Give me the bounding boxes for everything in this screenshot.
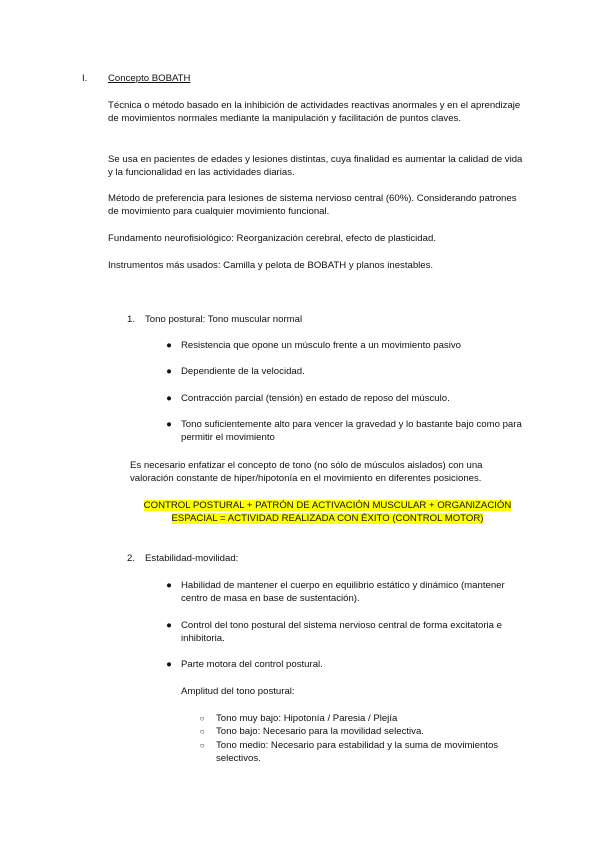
- bullet-icon: ●: [166, 659, 172, 670]
- bullet-icon: ●: [166, 419, 172, 430]
- highlight-line-2: ESPACIAL = ACTIVIDAD REALIZADA CON ÉXITO (CONTROL MOTOR): [171, 513, 484, 525]
- item-2-bullet-3: Parte motora del control postural.: [181, 659, 323, 670]
- paragraph-definition: Técnica o método basado en la inhibición de actividades reactivas anormales y en el aprendizaje de movimientos normales mediante la manipulación y facilitación de puntos claves.: [108, 100, 521, 125]
- paragraph-foundation: Fundamento neurofisiológico: Reorganización cerebral, efecto de plasticidad.: [108, 233, 436, 244]
- bullet-icon: ●: [166, 393, 172, 404]
- sub-item-2: Tono bajo: Necesario para la movilidad selectiva.: [216, 726, 424, 737]
- list-number-1: 1.: [127, 314, 136, 325]
- hollow-bullet-icon: ○: [199, 727, 205, 736]
- bullet-icon: ●: [166, 580, 172, 591]
- paragraph-usage: Se usa en pacientes de edades y lesiones distintas, cuya finalidad es aumentar la calidad de vida y la funcionalidad en las actividades diarias.: [108, 154, 523, 179]
- item-1-bullet-1: Resistencia que opone un músculo frente a un movimiento pasivo: [181, 340, 461, 351]
- paragraph-preference: Método de preferencia para lesiones de sistema nervioso central (60%). Considerando patrones de movimiento para cualquier movimiento funcional.: [108, 193, 517, 218]
- amplitude-label: Amplitud del tono postural:: [181, 686, 295, 697]
- highlighted-formula: [120, 499, 535, 526]
- item-1-note: Es necesario enfatizar el concepto de tono (no sólo de músculos aislados) con una valoración constante de hiper/hipotonía en el movimiento en diferentes posiciones.: [130, 460, 483, 485]
- item-2-bullet-2: Control del tono postural del sistema nervioso central de forma excitatoria e inhibitoria.: [181, 620, 503, 645]
- bullet-icon: ●: [166, 340, 172, 351]
- item-1-bullet-4: Tono suficientemente alto para vencer la gravedad y lo bastante bajo como para permitir el movimiento: [181, 419, 522, 444]
- item-1-bullet-3: Contracción parcial (tensión) en estado de reposo del músculo.: [181, 393, 450, 404]
- item-2-label: Estabilidad-movilidad:: [145, 553, 239, 564]
- bullet-icon: ●: [166, 620, 172, 631]
- sub-item-1: Tono muy bajo: Hipotonía / Paresia / Plejía: [216, 713, 398, 724]
- sub-item-3: Tono medio: Necesario para estabilidad y la suma de movimientos selectivos.: [216, 740, 499, 765]
- item-1-label: Tono postural: Tono muscular normal: [145, 314, 303, 325]
- list-number-2: 2.: [127, 553, 136, 564]
- section-number: I.: [82, 73, 88, 84]
- bullet-icon: ●: [166, 366, 172, 377]
- item-2-bullet-1: Habilidad de mantener el cuerpo en equilibrio estático y dinámico (mantener centro de masa en base de sustentación).: [181, 580, 505, 605]
- item-1-bullet-2: Dependiente de la velocidad.: [181, 366, 305, 377]
- highlight-line-1: CONTROL POSTURAL + PATRÓN DE ACTIVACIÓN MUSCULAR + ORGANIZACIÓN: [143, 500, 512, 511]
- paragraph-instruments: Instrumentos más usados: Camilla y pelota de BOBATH y planos inestables.: [108, 260, 434, 271]
- section-title: Concepto BOBATH: [108, 73, 191, 84]
- hollow-bullet-icon: ○: [199, 741, 205, 750]
- hollow-bullet-icon: ○: [199, 714, 205, 723]
